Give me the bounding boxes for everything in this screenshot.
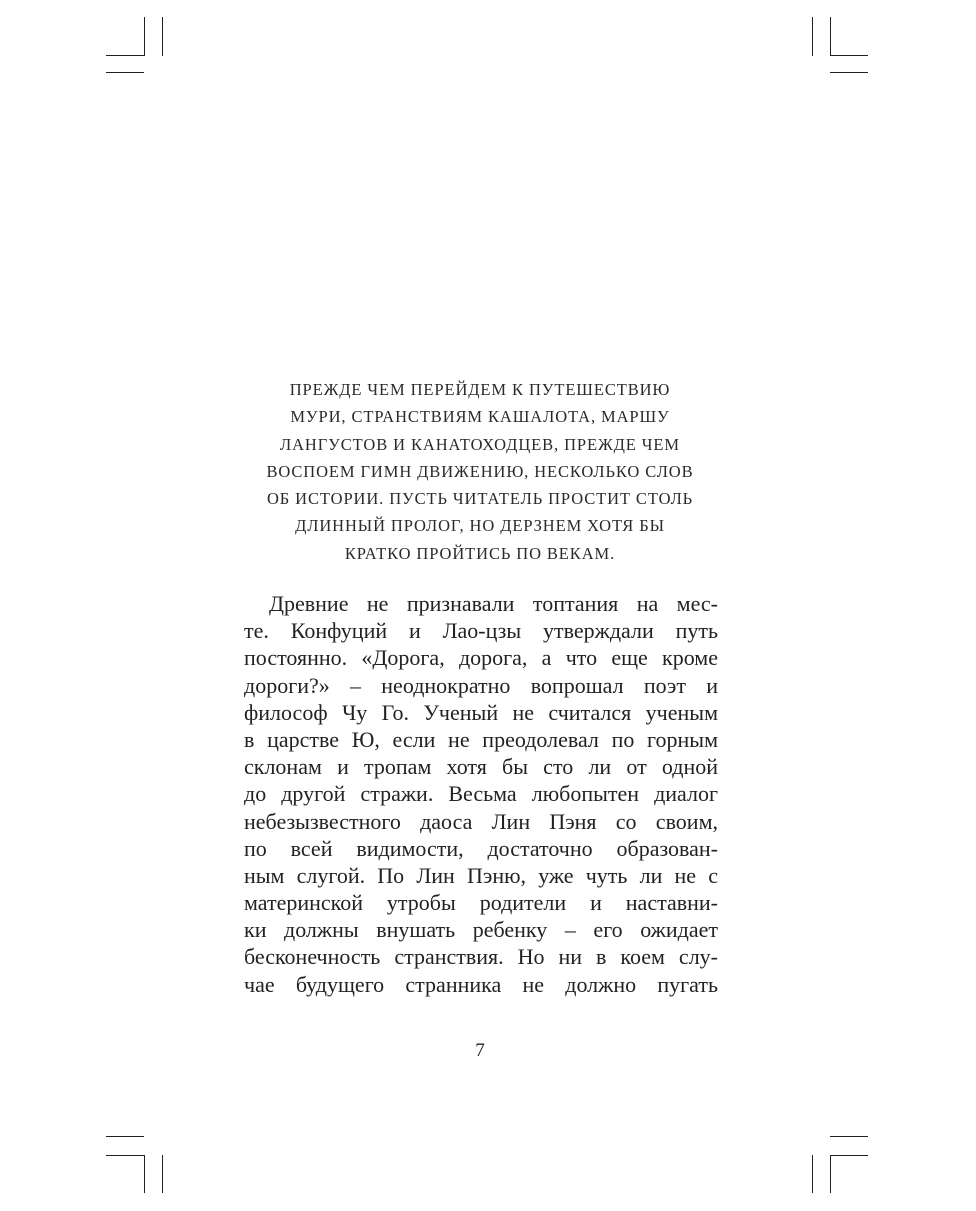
- body-line: философ Чу Го. Ученый не считался ученым: [244, 699, 718, 725]
- body-line: небезызвестного даоса Лин Пэня со своим,: [244, 808, 718, 834]
- body-line: материнской утробы родители и наставни-: [244, 890, 718, 916]
- body-line: чае будущего странника не должно пугать: [244, 971, 718, 997]
- crop-mark-top-left-horizontal-outer: [106, 72, 144, 73]
- crop-mark-bottom-left-vertical: [144, 1155, 145, 1193]
- crop-mark-bottom-right-vertical-outer: [812, 1155, 813, 1193]
- crop-mark-top-right-horizontal: [830, 55, 868, 56]
- epigraph-line: ЛАНГУСТОВ И КАНАТОХОДЦЕВ, ПРЕЖДЕ ЧЕМ: [280, 434, 680, 454]
- body-line: в царстве Ю, если не преодолевал по горным: [244, 726, 718, 752]
- body-line: бесконечность странствия. Но ни в коем слу-: [244, 944, 718, 970]
- crop-mark-bottom-left-horizontal-outer: [106, 1136, 144, 1137]
- body-paragraph: [244, 590, 718, 998]
- epigraph: [240, 376, 720, 567]
- crop-mark-bottom-right-horizontal: [830, 1155, 868, 1156]
- body-line: постоянно. «Дорога, дорога, а что еще кроме: [244, 645, 718, 671]
- crop-mark-top-left-vertical-outer: [162, 17, 163, 56]
- body-line: до другой стражи. Весьма любопытен диалог: [244, 781, 718, 807]
- epigraph-line: ДЛИННЫЙ ПРОЛОГ, НО ДЕРЗНЕМ ХОТЯ БЫ: [295, 516, 665, 536]
- epigraph-line: КРАТКО ПРОЙТИСЬ ПО ВЕКАМ.: [344, 543, 616, 563]
- body-line: ки должны внушать ребенку – его ожидает: [244, 917, 718, 943]
- crop-mark-top-right-vertical-outer: [812, 17, 813, 56]
- body-line: те. Конфуций и Лао-цзы утверждали путь: [244, 618, 718, 644]
- crop-mark-bottom-left-vertical-outer: [162, 1155, 163, 1193]
- body-line: по всей видимости, достаточно образован-: [244, 835, 718, 861]
- crop-mark-top-right-horizontal-outer: [830, 72, 868, 73]
- crop-mark-bottom-right-horizontal-outer: [830, 1136, 868, 1137]
- body-line: ным слугой. По Лин Пэню, уже чуть ли не с: [244, 862, 718, 888]
- crop-mark-bottom-left-horizontal: [106, 1155, 144, 1156]
- page-number: 7: [475, 1040, 485, 1061]
- body-line: склонам и тропам хотя бы сто ли от одной: [244, 754, 718, 780]
- epigraph-line: ВОСПОЕМ ГИМН ДВИЖЕНИЮ, НЕСКОЛЬКО СЛОВ: [266, 461, 694, 481]
- epigraph-line: ОБ ИСТОРИИ. ПУСТЬ ЧИТАТЕЛЬ ПРОСТИТ СТОЛЬ: [266, 489, 694, 509]
- crop-mark-top-right-vertical: [830, 17, 831, 56]
- epigraph-line: МУРИ, СТРАНСТВИЯМ КАШАЛОТА, МАРШУ: [290, 407, 670, 427]
- epigraph-line: ПРЕЖДЕ ЧЕМ ПЕРЕЙДЕМ К ПУТЕШЕСТВИЮ: [289, 380, 671, 399]
- body-line: дороги?» – неоднократно вопрошал поэт и: [244, 672, 718, 698]
- crop-mark-top-left-vertical: [144, 17, 145, 56]
- crop-mark-top-left-horizontal: [106, 55, 144, 56]
- body-line: Древние не признавали топтания на мес-: [269, 591, 718, 616]
- crop-mark-bottom-right-vertical: [830, 1155, 831, 1193]
